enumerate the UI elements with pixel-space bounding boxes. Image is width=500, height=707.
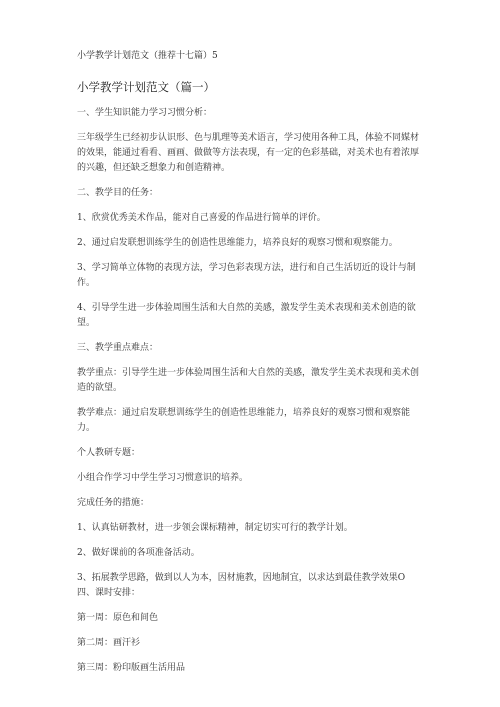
paragraph-difficult-point: 教学难点：通过启发联想训练学生的创造性思维能力，培养良好的观察习惯和观察能力。	[77, 408, 411, 433]
measure-item-1: 1、认真钻研教材，进一步领会课标精神，制定切实可行的教学计划。	[77, 523, 353, 533]
heading-schedule: 四、课时安排：	[77, 588, 141, 598]
schedule-week-2: 第二周：画汗衫	[77, 638, 141, 648]
article-title: 小学教学计划范文（篇一）	[77, 80, 215, 94]
paragraph-research-topic: 小组合作学习中学生学习习惯意识的培养。	[77, 473, 249, 483]
schedule-week-3: 第三周：粉印版画生活用品	[77, 663, 186, 673]
goal-item-3: 3、学习简单立体物的表现方法，学习色彩表现方法，进行和自己生活切近的设计与制作。	[77, 263, 416, 288]
document-header: 小学教学计划范文（推荐十七篇）5	[77, 51, 218, 61]
document-page	[77, 50, 427, 686]
heading-student-analysis: 一、学生知识能力学习习惯分析：	[77, 108, 213, 118]
measure-item-2: 2、做好课前的各项准备活动。	[77, 548, 200, 558]
goal-item-2: 2、通过启发联想训练学生的创造性思维能力，培养良好的观察习惯和观察能力。	[77, 238, 398, 248]
heading-teaching-goals: 二、教学目的任务：	[77, 188, 159, 198]
heading-measures: 完成任务的措施：	[77, 498, 150, 508]
goal-item-4: 4、引导学生进一步体验周围生活和大自然的美感，激发学生美术表现和美术创造的欲望。	[77, 303, 416, 328]
schedule-week-1: 第一周：原色和间色	[77, 613, 159, 623]
paragraph-student-analysis: 三年级学生已经初步认识形、色与肌理等美术语言，学习使用各种工具，体验不同媒材的效果，能通过看看、画画、做做等方法表现，有一定的色彩基础，对美术也有着浓厚的兴趣，但还缺乏想象力和创造精神。	[77, 133, 420, 173]
heading-key-points: 三、教学重点难点：	[77, 343, 159, 353]
heading-research-topic: 个人教研专题：	[77, 448, 141, 458]
paragraph-key-point: 教学重点：引导学生进一步体验周围生活和大自然的美感，激发学生美术表现和美术创造的欲望。	[77, 368, 420, 393]
goal-item-1: 1、欣赏优秀美术作品，能对自己喜爱的作品进行简单的评价。	[77, 213, 326, 223]
measure-item-3: 3、拓展教学思路，做到以人为本，因材施教，因地制宜，以求达到最佳教学效果O	[77, 573, 406, 583]
